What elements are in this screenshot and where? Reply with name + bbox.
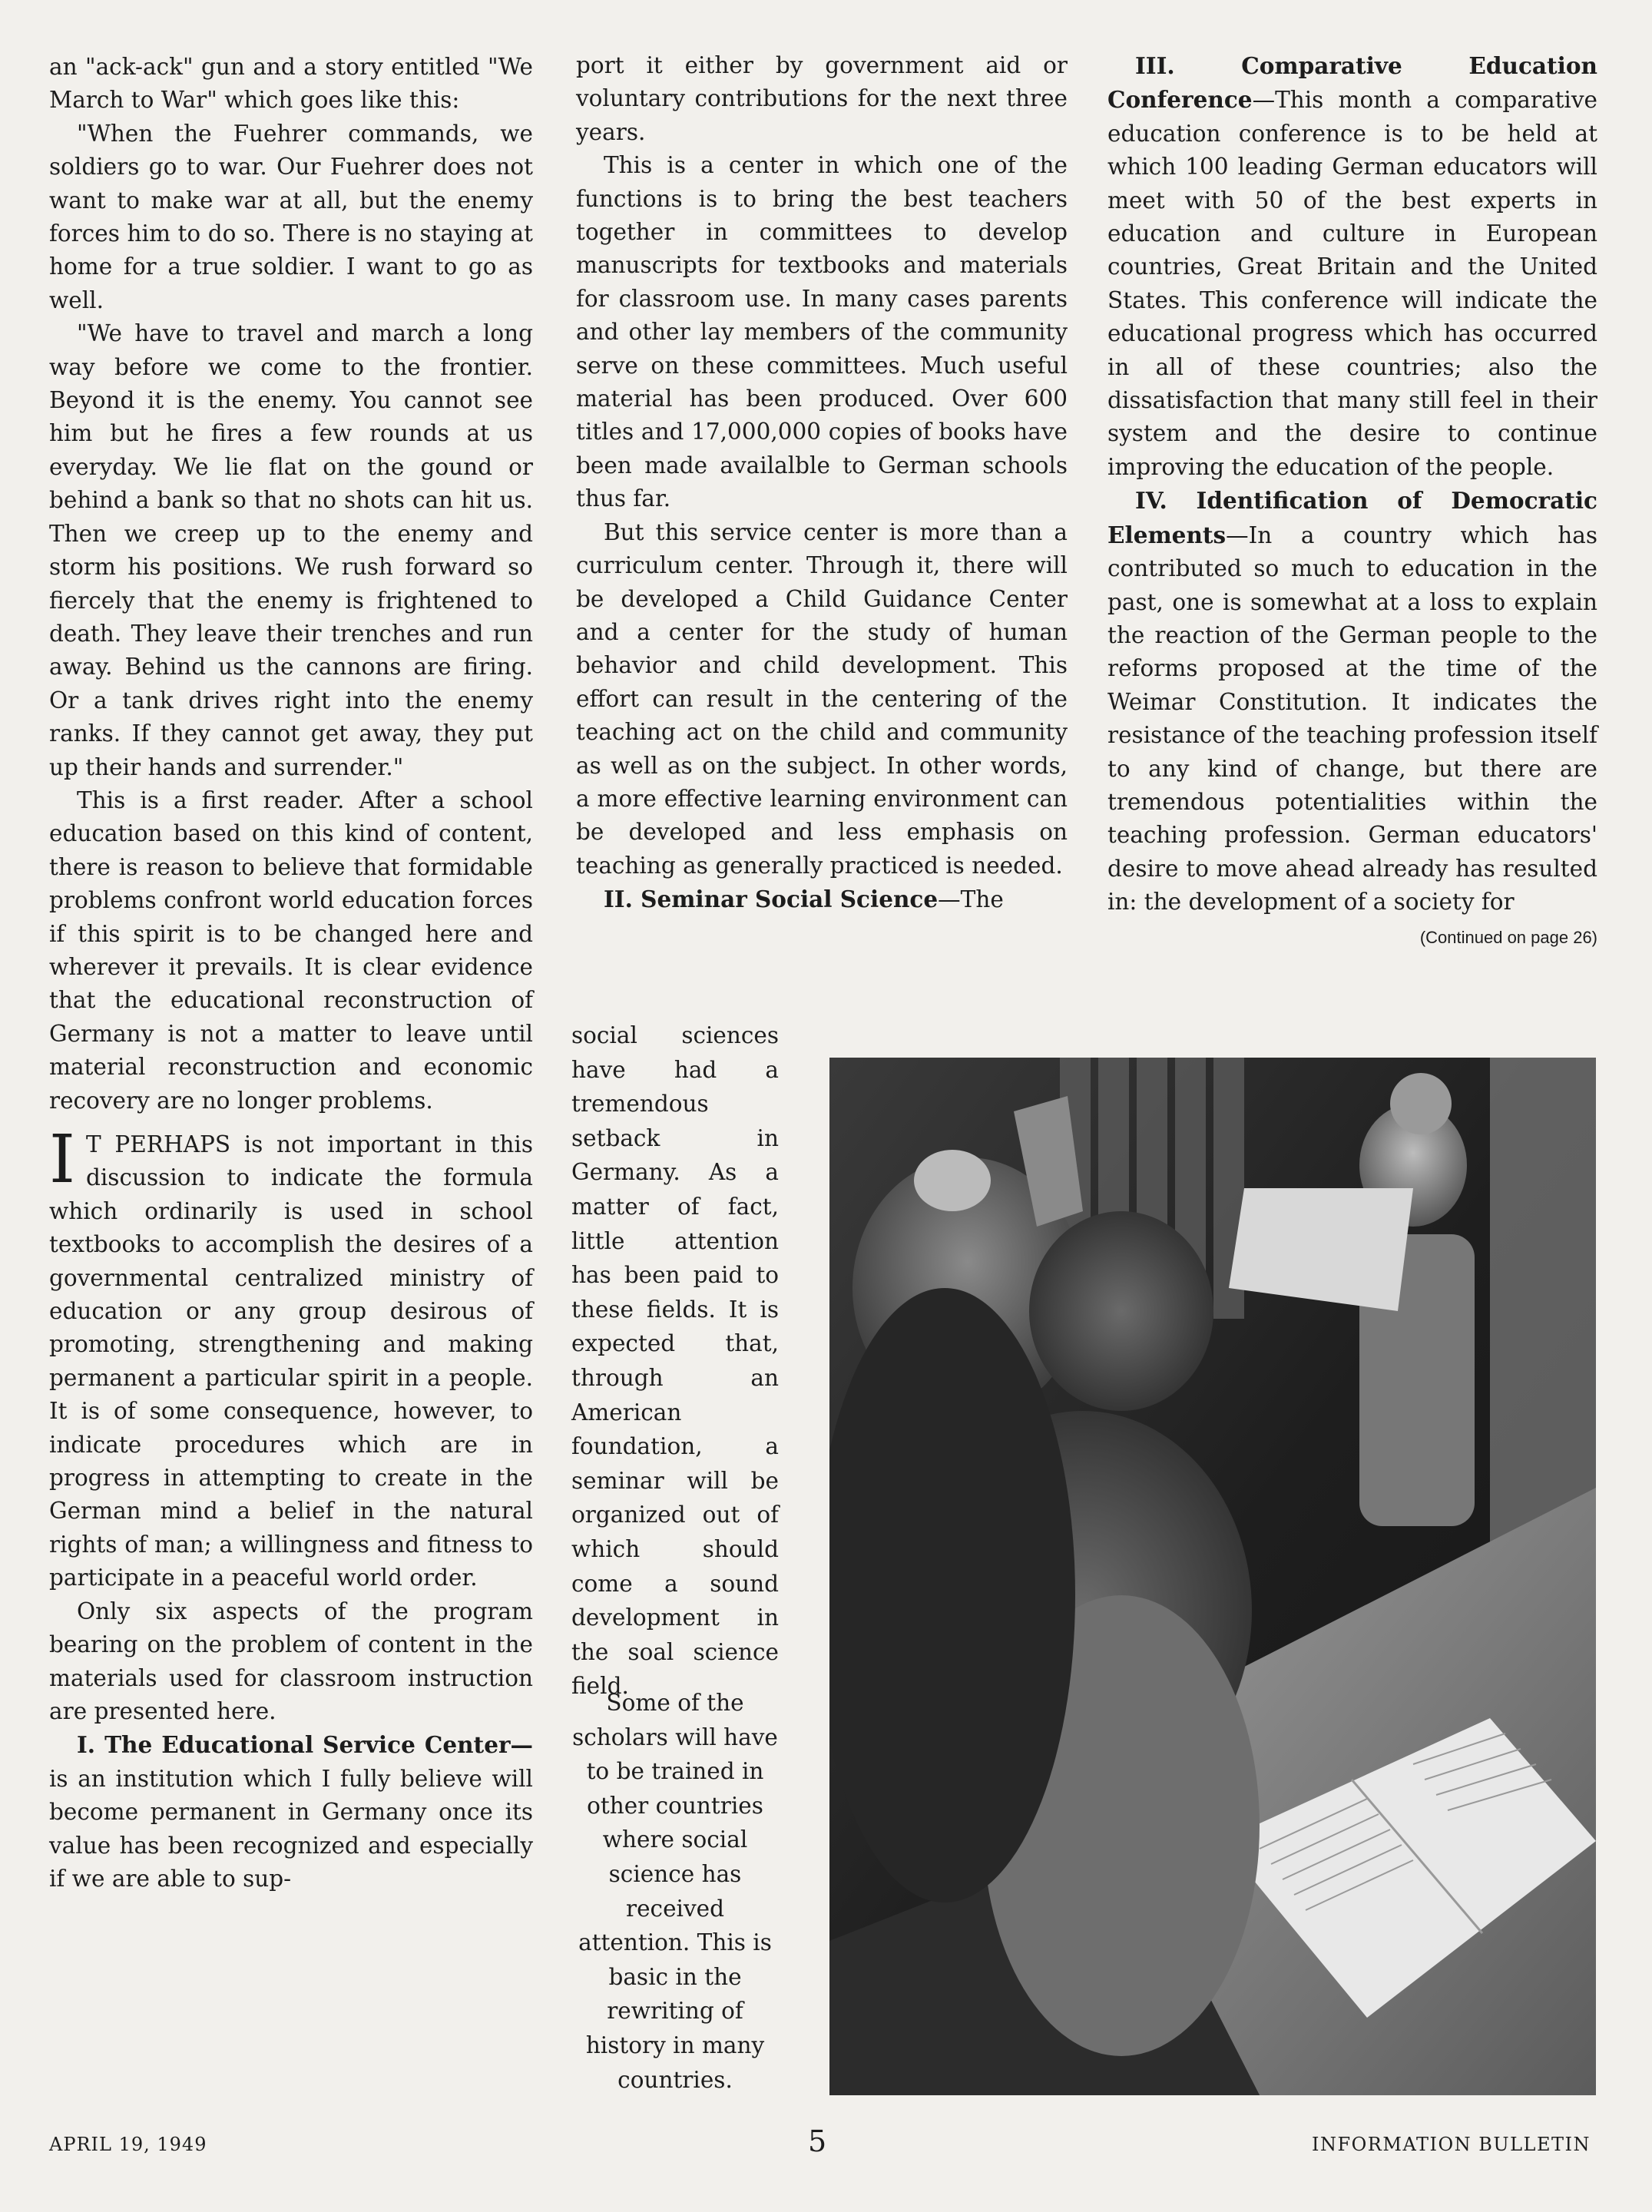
- paragraph: [1107, 484, 1597, 919]
- continued-note: (Continued on page 26): [1419, 927, 1597, 947]
- paragraph-text: —In a country which has contributed so much to education in the past, one is somewhat at a loss to explain the reaction of the German people to the reforms proposed at the time of the Weimar Constitution. It indicates the resistance of the teaching profession itself to any kind of change, but there are tremendous potentialities within the teaching profession. German educators' desire to move ahead already has resulted in: the development of a society for: [1107, 522, 1597, 916]
- issue-date: APRIL 19, 1949: [49, 2134, 207, 2155]
- section-heading: IV. Identification of Democratic Elements: [1107, 487, 1597, 548]
- paragraph-text: T PERHAPS is not important in this discussion to indicate the formula which ordinarily is used in school textbooks to accomplish the desires of a governmental centralized ministry of education or any group desirous of promoting, strengthening and making permanent a particular spirit in a people. It is of some consequence, however, to indicate procedures which are in progress in attempting to create in the German mind a belief in the natural rights of man; a willingness and fitness to participate in a peaceful world order.: [49, 1131, 533, 1591]
- paragraph: This is a center in which one of the functions is to bring the best teachers together in committees to develop manuscripts for textbooks and materials for classroom use. In many cases parents and other lay members of the community serve on these committees. Much useful material has been produced. Over 600 titles and 17,000,000 copies of books have been made availalble to German schools thus far.: [576, 152, 1068, 512]
- section-heading: III. Comparative Education Conference: [1107, 52, 1597, 114]
- section-heading: I. The Educational Service Center—: [77, 1731, 533, 1759]
- drop-cap: I: [49, 1121, 75, 1198]
- column-2-narrow-top: [571, 1018, 779, 1704]
- paragraph-dropcap: [49, 1121, 533, 1595]
- paragraph: [1107, 49, 1597, 484]
- classroom-photo: [829, 1058, 1596, 2095]
- column-2: [576, 49, 1068, 917]
- paragraph: [49, 1728, 533, 1896]
- paragraph: Only six aspects of the program bearing on the problem of content in the materials used for classroom instruction are presented here.: [49, 1598, 533, 1724]
- paragraph-text: is an institution which I fully believe will become permanent in Germany once its value has been recognized and especially if we are able to sup-: [49, 1765, 533, 1892]
- publication-name: INFORMATION BULLETIN: [1311, 2134, 1591, 2155]
- paragraph: This is a first reader. After a school education based on this kind of content, there is reason to believe that formidable problems confront world education forces if this spirit is to be changed here and wherever it prevails. It is clear evidence that the educational reconstruction of Germany is not a matter to leave until material reconstruction and economic recovery are no longer problems.: [49, 786, 533, 1114]
- paragraph: port it either by government aid or voluntary contributions for the next three years.: [576, 52, 1068, 145]
- paragraph: Some of the scholars will have to be trained in other countries where social science has received attention. This is basic in the rewriting of history in many countries.: [572, 1690, 778, 2093]
- paragraph: an "ack-ack" gun and a story entitled "We March to War" which goes like this:: [49, 54, 533, 114]
- column-2-narrow-bottom: [571, 1686, 779, 2097]
- column-3: [1107, 49, 1597, 954]
- paragraph: "We have to travel and march a long way before we come to the frontier. Beyond it is the enemy. You cannot see him but he fires a few rounds at us everyday. We lie flat on the gound or behind a bank so that no shots can hit us. Then we creep up to the enemy and storm his positions. We rush forward so fiercely that the enemy is frightened to death. They leave their trenches and run away. Behind us the cannons are firing. Or a tank drives right into the enemy ranks. If they cannot get away, they put up their hands and surrender.": [49, 320, 533, 780]
- paragraph-text: —This month a comparative education conference is to be held at which 100 leading German educators will meet with 50 of the best experts in education and culture in European countries, Great Britain and the United States. This conference will indicate the educational progress which has occurred in all of these countries; also the dissatisfaction that many still feel in their system and the desire to continue improving the education of the people.: [1107, 87, 1597, 480]
- page-number: 5: [808, 2124, 828, 2158]
- column-1: [49, 51, 533, 1896]
- paragraph: social sciences have had a tremendous setback in Germany. As a matter of fact, little attention has been paid to these fields. It is expected that, through an American foundation, a seminar will be organized out of which should come a sound development in the soal science field.: [571, 1022, 779, 1700]
- paragraph: But this service center is more than a curriculum center. Through it, there will be developed a Child Guidance Center and a center for the study of human behavior and child development. This effort can result in the centering of the teaching act on the child and community as well as on the subject. In other words, a more effective learning environment can be developed and less emphasis on teaching as generally practiced is needed.: [576, 518, 1068, 879]
- section-heading: II. Seminar Social Science: [604, 886, 939, 913]
- paragraph: [576, 882, 1068, 916]
- photo-illustration: [829, 1058, 1596, 2095]
- paragraph: "When the Fuehrer commands, we soldiers go to war. Our Fuehrer does not want to make war at all, but the enemy forces him to do so. There is no staying at home for a true soldier. I want to go as well.: [49, 120, 533, 313]
- paragraph-text: —The: [938, 886, 1004, 913]
